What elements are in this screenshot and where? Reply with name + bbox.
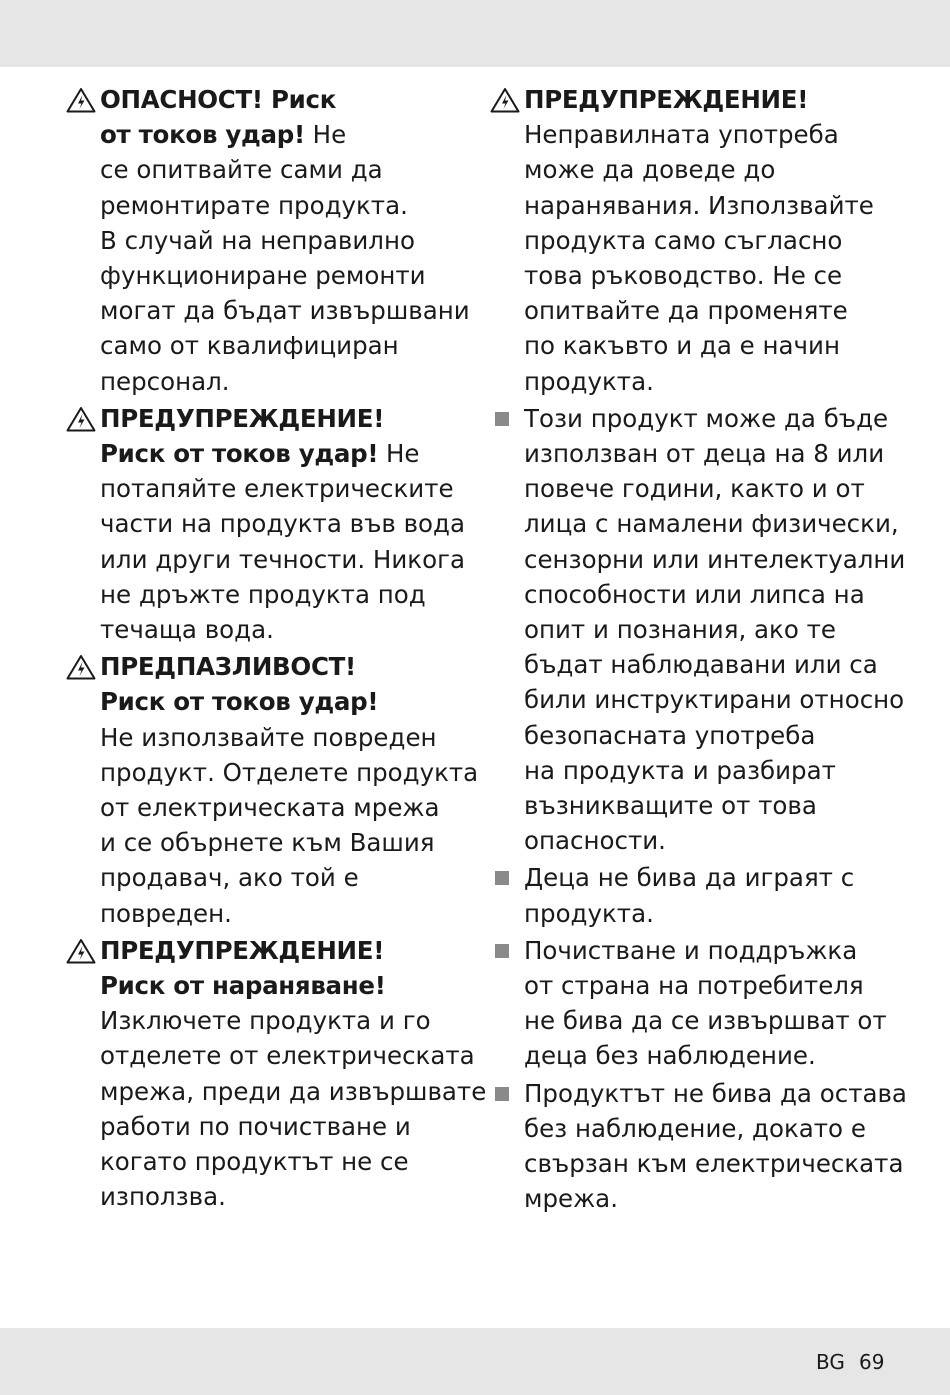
bullet-square-icon (495, 944, 509, 958)
body-text: безопасната употреба (524, 720, 816, 750)
body-text: Неправилната употреба (524, 120, 839, 150)
text-line (100, 649, 458, 684)
page-number: 69 (859, 1350, 885, 1374)
text-line (100, 612, 458, 647)
body-text: само от квалифициран (100, 331, 399, 361)
text-line (524, 506, 899, 541)
body-text: могат да бъдат извършвани (100, 296, 470, 326)
text-line (524, 1111, 890, 1146)
text-line (524, 223, 890, 258)
text-line (100, 258, 458, 293)
text-line (524, 968, 890, 1003)
text-line (100, 328, 458, 363)
body-text: без наблюдение, докато е (524, 1113, 866, 1143)
text-line (524, 152, 890, 187)
warning-heading: ПРЕДУПРЕЖДЕНИЕ! (100, 403, 385, 433)
text-line (100, 152, 458, 187)
body-text: Изключете продукта и го (100, 1006, 431, 1036)
text-line (524, 293, 890, 328)
body-text: продукт. Отделете продукта (100, 757, 479, 787)
text-line (100, 506, 465, 541)
text-line (100, 188, 458, 223)
bullet-square-icon (495, 871, 509, 885)
text-line (100, 436, 458, 471)
text-line (524, 1076, 907, 1111)
text-line (524, 823, 890, 858)
body-text: използва. (100, 1182, 226, 1212)
warning-heading: Риск от нараняване! (100, 971, 386, 1001)
text-line (100, 1109, 458, 1144)
warning-triangle-icon (66, 87, 96, 113)
warning-heading: ПРЕДУПРЕЖДЕНИЕ! (100, 935, 385, 965)
text-line (100, 117, 458, 152)
warning-triangle-icon (66, 938, 96, 964)
body-text: и се обърнете към Вашия (100, 828, 435, 858)
body-text: потапяйте електрическите (100, 474, 454, 504)
body-text: сензорни или интелектуални (524, 544, 906, 574)
text-line (100, 896, 458, 931)
text-line (100, 968, 458, 1003)
body-text: продукта. (524, 366, 654, 396)
safety-bullet-item (490, 933, 890, 1074)
text-line (524, 328, 890, 363)
text-line (100, 790, 458, 825)
warning-heading: ПРЕДПАЗЛИВОСТ! (100, 652, 356, 682)
body-text: опитвайте да променяте (524, 296, 848, 326)
body-text: способности или липса на (524, 579, 865, 609)
text-line (524, 788, 890, 823)
warning-triangle-icon (66, 406, 96, 432)
text-line (100, 223, 458, 258)
text-line (524, 1003, 890, 1038)
body-text: не дръжте продукта под (100, 579, 426, 609)
body-text: може да доведе до (524, 155, 776, 185)
body-text: свързан към електрическата (524, 1149, 904, 1179)
text-line (524, 471, 890, 506)
body-text: Не използвайте повреден (100, 722, 437, 752)
body-text: Този продукт може да бъде (524, 403, 889, 433)
body-text: продукта само съгласно (524, 225, 843, 255)
footer-language-code: BG (816, 1350, 845, 1374)
text-line (524, 401, 890, 436)
text-line (524, 258, 890, 293)
body-text: по какъвто и да е начин (524, 331, 840, 361)
text-line (100, 1144, 458, 1179)
text-line (524, 1181, 890, 1216)
warning-triangle-icon (66, 654, 96, 680)
text-line (524, 933, 890, 968)
body-text: персонал. (100, 366, 230, 396)
body-text: деца без наблюдение. (524, 1041, 816, 1071)
body-text: В случай на неправилно (100, 225, 415, 255)
safety-warning-block (490, 82, 890, 399)
text-line (524, 718, 890, 753)
body-text: не бива да се извършват от (524, 1006, 887, 1036)
body-text: течаща вода. (100, 615, 274, 645)
text-line (100, 82, 458, 117)
body-text: опасности. (524, 826, 666, 856)
body-text: продукта. (524, 898, 654, 928)
body-text: от страна на потребителя (524, 971, 864, 1001)
text-line (100, 755, 479, 790)
text-line (524, 117, 890, 152)
body-text: продавач, ако той е (100, 863, 359, 893)
safety-warning-block (66, 649, 479, 931)
body-text: лица с намалени физически, (524, 509, 899, 539)
body-text: бъдат наблюдавани или са (524, 650, 878, 680)
text-line (100, 401, 458, 436)
text-line (524, 860, 890, 895)
text-line (100, 542, 465, 577)
header-band (0, 0, 950, 67)
safety-warning-block (66, 933, 487, 1215)
text-line (524, 364, 890, 399)
text-line (524, 1038, 890, 1073)
text-line (524, 82, 890, 117)
safety-bullet-item (490, 860, 890, 930)
body-text: когато продуктът не се (100, 1147, 409, 1177)
body-text: повече години, както и от (524, 474, 865, 504)
body-text: на продукта и разбират (524, 755, 836, 785)
body-text: се опитвайте сами да (100, 155, 383, 185)
body-text: работи по почистване и (100, 1111, 411, 1141)
text-line (524, 436, 890, 471)
body-text: наранявания. Използвайте (524, 190, 874, 220)
body-text: Деца не бива да играят с (524, 863, 855, 893)
safety-bullet-item (490, 1076, 907, 1217)
text-line (100, 860, 458, 895)
footer-band (0, 1328, 950, 1395)
text-line (524, 577, 890, 612)
body-text: или други течности. Никога (100, 544, 465, 574)
text-line (100, 825, 458, 860)
text-line (524, 647, 890, 682)
body-text: мрежа, преди да извършвате (100, 1076, 487, 1106)
text-line (100, 720, 458, 755)
text-line (524, 612, 890, 647)
body-text: части на продукта във вода (100, 509, 465, 539)
body-text: повреден. (100, 898, 232, 928)
warning-heading: ОПАСНОСТ! Риск (100, 85, 337, 114)
text-line (524, 896, 890, 931)
left-column (66, 82, 487, 1217)
body-text: възникващите от това (524, 791, 817, 821)
text-line (100, 577, 458, 612)
body-text: мрежа. (524, 1184, 618, 1214)
body-text: това ръководство. Не се (524, 261, 843, 291)
text-line (524, 188, 890, 223)
body-text: Почистване и поддръжка (524, 935, 858, 965)
text-line (100, 1003, 458, 1038)
safety-warning-block (66, 82, 470, 399)
text-line (100, 1038, 475, 1073)
text-line (100, 1074, 487, 1109)
body-text: били инструктирани относно (524, 685, 905, 715)
text-line (100, 364, 458, 399)
text-line (100, 293, 470, 328)
warning-heading: Риск от токов удар! (100, 439, 379, 469)
body-text: отделете от електрическата (100, 1041, 475, 1071)
warning-heading: Риск от токов удар! (100, 687, 379, 717)
bullet-square-icon (495, 1087, 509, 1101)
safety-bullet-item (490, 401, 906, 859)
text-line (100, 933, 458, 968)
body-text: Не (304, 120, 347, 150)
body-text: Продуктът не бива да остава (524, 1078, 907, 1108)
text-line (100, 471, 458, 506)
body-text: опит и познания, ако те (524, 615, 836, 645)
body-text: Не (378, 439, 420, 469)
bullet-square-icon (495, 412, 509, 426)
safety-warning-block (66, 401, 465, 647)
text-line (524, 753, 890, 788)
text-line (524, 682, 905, 717)
warning-heading: ПРЕДУПРЕЖДЕНИЕ! (524, 85, 809, 114)
warning-triangle-icon (490, 87, 520, 113)
right-column (490, 82, 907, 1219)
text-line (100, 1179, 458, 1214)
body-text: ремонтирате продукта. (100, 190, 408, 220)
body-text: функциониране ремонти (100, 261, 426, 291)
body-text: използван от деца на 8 или (524, 439, 885, 469)
text-line (524, 1146, 904, 1181)
text-line (524, 542, 906, 577)
body-text: от електрическата мрежа (100, 793, 440, 823)
warning-heading: от токов удар! (100, 120, 305, 150)
text-line (100, 684, 458, 719)
